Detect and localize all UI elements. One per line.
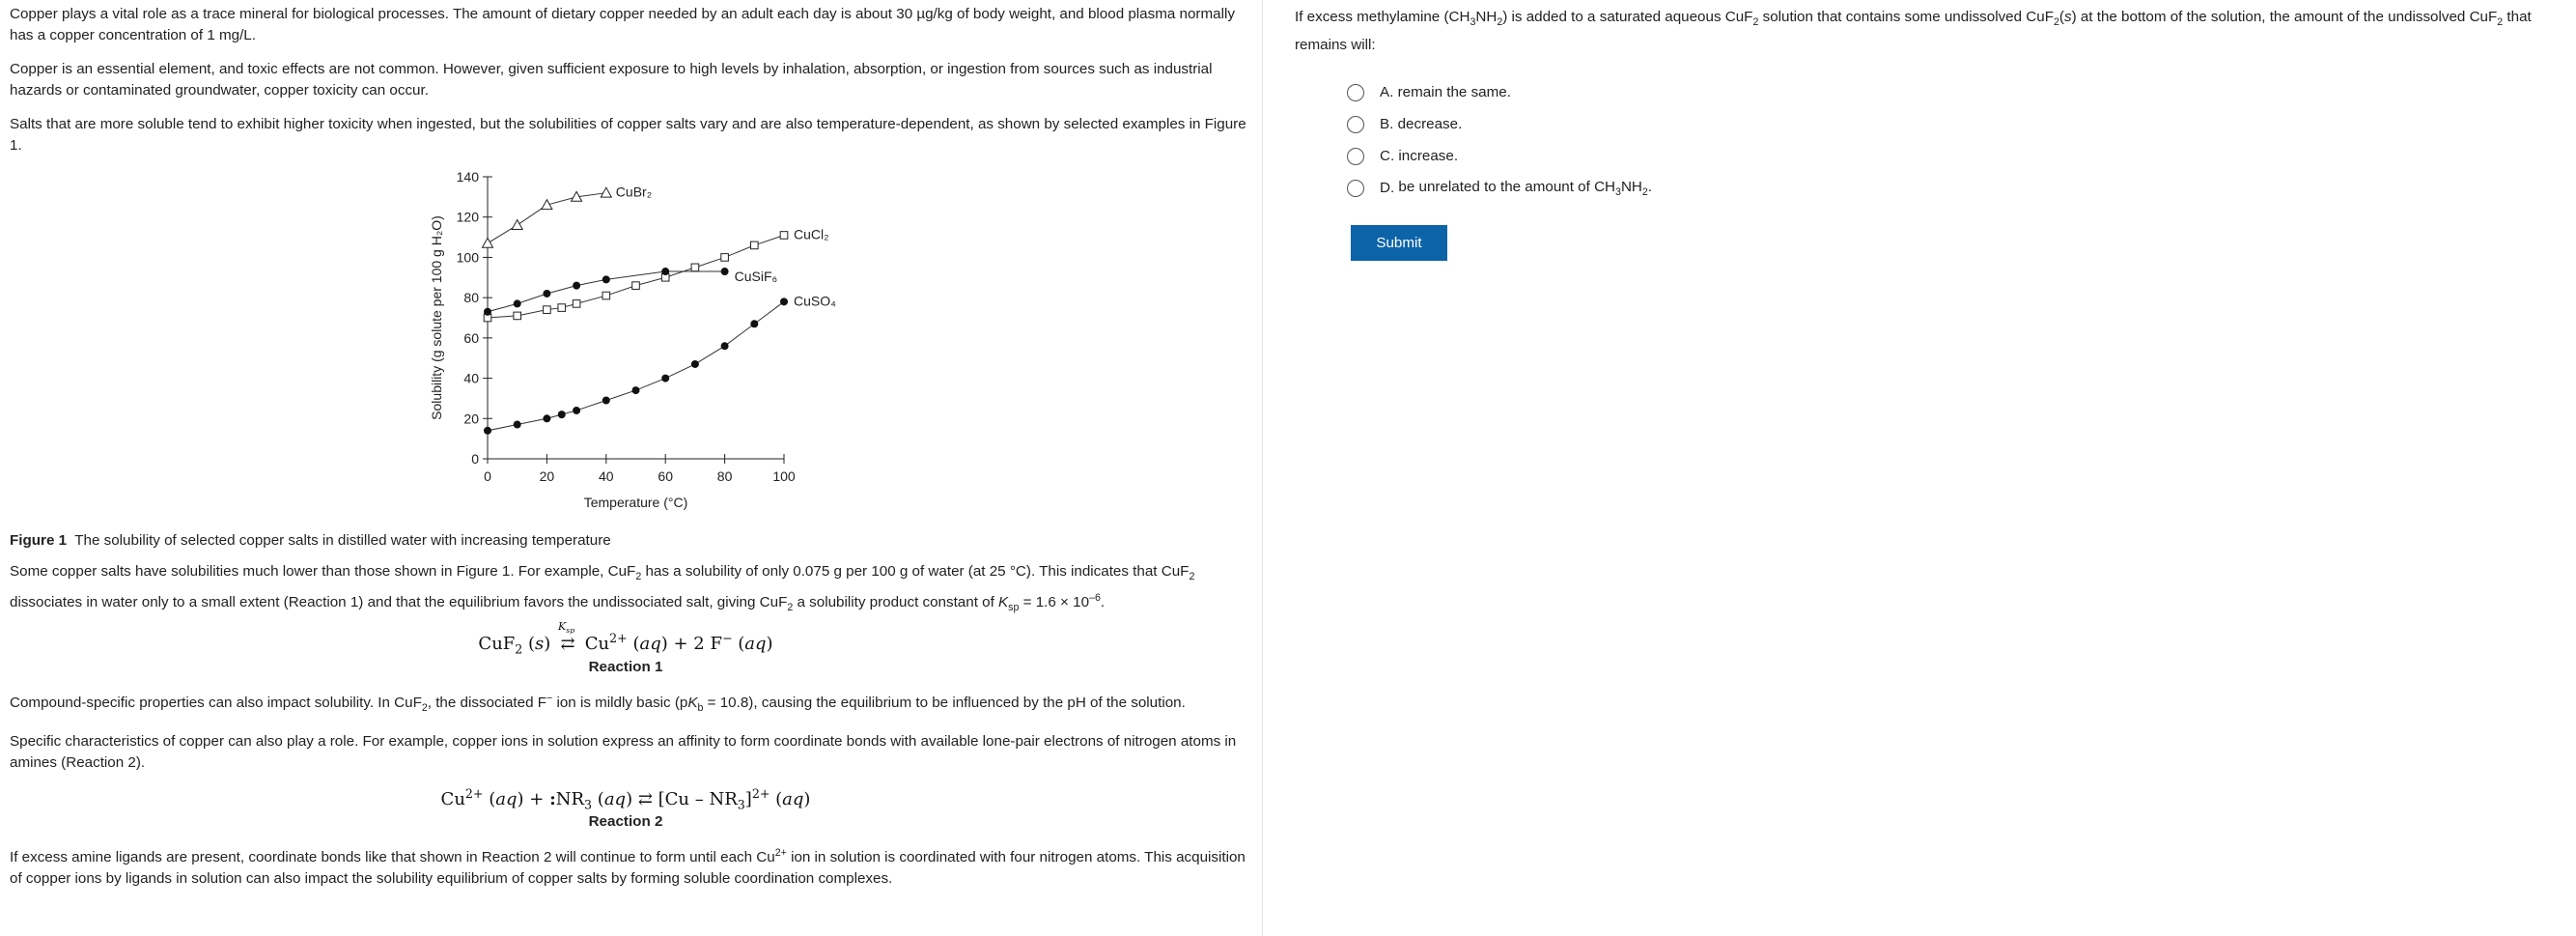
choice-c-text: increase. [1398, 148, 1459, 165]
y-tick-label: 100 [456, 249, 479, 266]
reaction-1-equation: CuF$_2$ (s) $K_{sp}$ ⇄ $Cu^{2+}$ (aq) + 2 F− (aq) [478, 620, 773, 657]
data-point [780, 232, 788, 240]
data-point [514, 299, 521, 307]
solubility-chart [425, 169, 879, 517]
series-label: CuCl₂ [794, 226, 829, 242]
reaction-1-label: Reaction 1 [588, 658, 663, 675]
data-point [543, 414, 550, 422]
data-point [601, 187, 611, 197]
choice-a-radio[interactable] [1347, 84, 1364, 101]
x-axis-label: Temperature (°C) [583, 495, 688, 510]
question-panel [1264, 0, 2576, 936]
choice-a-letter: A. [1380, 84, 1394, 101]
y-axis-label: Solubility (g solute per 100 g H₂O) [429, 215, 444, 420]
choice-d[interactable] [1347, 172, 2576, 204]
passage-paragraph-7: If excess amine ligands are present, coordinate bonds like that shown in Reaction 2 will continue to form until each $Cu^{2+}$ ion in solution is coordinated with four nitrogen atoms. This acquisition of copper ions by ligands in solution can also impact the solubility equilibrium of copper salts by forming soluble coordination complexes. [10, 847, 1246, 888]
y-tick-label: 0 [471, 451, 479, 467]
choice-b[interactable] [1347, 108, 2576, 140]
data-point [514, 421, 521, 429]
data-point [514, 312, 521, 320]
y-tick-label: 60 [463, 329, 479, 346]
passage-paragraph-6: Specific characteristics of copper can also play a role. For example, copper ions in solution express an affinity to form coordinate bonds with available lone-pair electrons of nitrogen atoms in amines (Reaction 2). [10, 732, 1237, 771]
series-label: CuSiF₆ [734, 269, 778, 285]
data-point [691, 360, 699, 368]
x-tick-label: 40 [599, 468, 614, 484]
series-label: CuSO₄ [794, 293, 836, 309]
data-point [558, 411, 566, 418]
data-point [544, 306, 551, 314]
x-tick-label: 20 [539, 468, 555, 484]
x-tick-label: 100 [772, 468, 796, 484]
data-point [483, 238, 493, 247]
choice-b-letter: B. [1380, 116, 1394, 133]
y-tick-label: 120 [456, 209, 479, 225]
choice-a[interactable] [1347, 76, 2576, 108]
y-tick-label: 40 [463, 370, 479, 386]
data-point [558, 304, 566, 312]
reaction-2-label: Reaction 2 [588, 813, 663, 831]
passage-paragraph-2: Copper is an essential element, and toxic effects are not common. However, given sufficient exposure to high levels by inhalation, absorption, or ingestion from sources such as industrial hazards or contaminated groundwater, copper toxicity can occur. [10, 61, 1213, 99]
data-point [573, 300, 580, 308]
choice-a-text: remain the same. [1397, 84, 1511, 101]
choice-d-letter: D. [1380, 180, 1395, 197]
figure-caption [10, 530, 1252, 552]
data-point [751, 241, 759, 249]
data-point [573, 407, 580, 414]
data-point [512, 220, 522, 230]
x-tick-label: 80 [716, 468, 733, 484]
data-point [661, 375, 669, 383]
passage-paragraph-1: Copper plays a vital role as a trace mineral for biological processes. The amount of dietary copper needed by an adult each day is about 30 µg/kg of body weight, and blood plasma normally has a copper concentration of 1 mg/L. [10, 6, 1235, 43]
choice-c-radio[interactable] [1347, 148, 1364, 165]
data-point [632, 386, 640, 394]
x-tick-label: 0 [484, 468, 491, 484]
data-point [602, 397, 610, 405]
data-point [573, 282, 580, 290]
passage-paragraph-3: Salts that are more soluble tend to exhibit higher toxicity when ingested, but the solubilities of copper salts vary and are also temperature-dependent, as shown by selected examples in Figure 1. [10, 116, 1246, 154]
y-tick-label: 80 [463, 290, 479, 306]
data-point [691, 264, 699, 271]
choice-c-letter: C. [1380, 148, 1395, 165]
data-point [780, 298, 788, 305]
data-point [661, 268, 669, 275]
data-point [750, 320, 758, 327]
x-tick-label: 60 [658, 468, 673, 484]
series-label: CuBr₂ [615, 184, 653, 200]
series-line [488, 301, 784, 430]
passage-paragraph-4: Some copper salts have solubilities much lower than those shown in Figure 1. For example, CuF$_2$ has a solubility of only 0.075 g per 100 g of water (at 25 °C). This indicates that CuF$_2$ dissociates in water only to a small extent (Reaction 1) and that the equilibrium favors the undissociated salt, giving CuF$_2$ a solubility product constant of $K_{sp} = 1.6 \times 10^{-6}$. [10, 563, 1195, 614]
choice-c[interactable] [1347, 140, 2576, 172]
data-point [721, 268, 729, 275]
passage-panel [0, 0, 1263, 936]
reaction-2-equation: $Cu^{2+}$ $(aq) + :NR_3$ (aq) ⇄ $[Cu - NR_3]^{2+}$ (aq) [440, 785, 811, 812]
data-point [484, 427, 491, 435]
data-point [721, 342, 729, 350]
submit-button[interactable]: Submit [1351, 225, 1447, 261]
y-tick-label: 20 [463, 411, 479, 427]
question-stem: If excess methylamine $(CH_3NH_2)$ is added to a saturated aqueous CuF$_2$ solution that contains some undissolved CuF$_2$(s) at the bottom of the solution, the amount of the undissolved CuF$_2$ that remains will: [1295, 9, 2532, 54]
data-point [543, 290, 550, 298]
data-point [602, 275, 610, 283]
figure-label: Figure 1 [10, 532, 68, 549]
y-tick-label: 140 [456, 169, 479, 184]
choice-d-radio[interactable] [1347, 180, 1364, 197]
figure-caption-text: The solubility of selected copper salts in distilled water with increasing temperature [74, 532, 611, 549]
choice-b-text: decrease. [1397, 116, 1463, 133]
data-point [632, 282, 640, 290]
data-point [721, 254, 729, 262]
choice-d-text: be unrelated to the amount of $CH_3NH_2$. [1398, 178, 1653, 198]
choice-b-radio[interactable] [1347, 116, 1364, 133]
passage-paragraph-5: Compound-specific properties can also impact solubility. In CuF$_2$, the dissociated F− ion is mildly basic $(pK_b = 10.8)$, causing the equilibrium to be influenced by the pH of the solution. [10, 692, 1186, 714]
data-point [484, 308, 491, 316]
data-point [602, 292, 610, 299]
